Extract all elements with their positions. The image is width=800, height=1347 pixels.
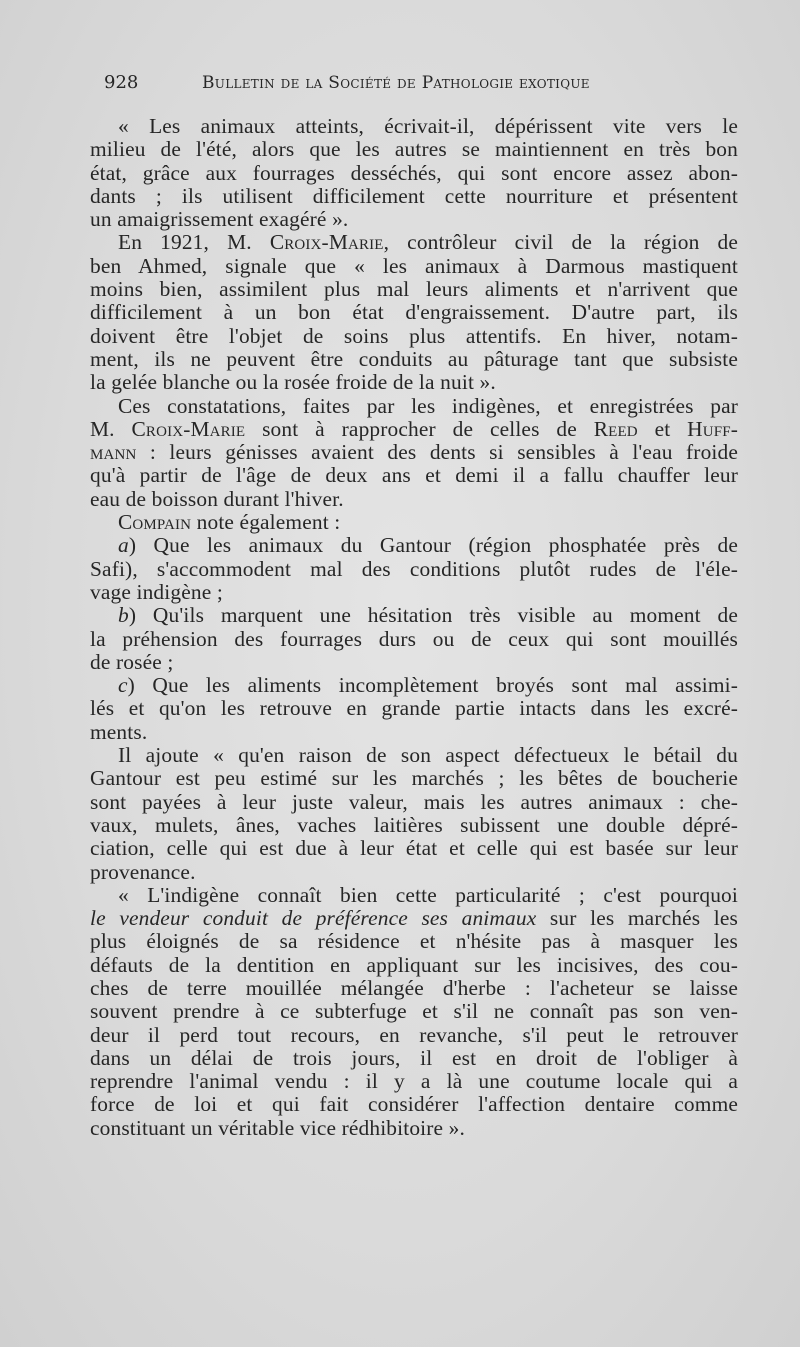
text-fragment: eau de boisson durant l'hiver. <box>90 486 344 511</box>
text-line <box>90 301 738 324</box>
text-line <box>90 977 738 1000</box>
text-line <box>90 534 738 557</box>
text-line <box>90 162 738 185</box>
text-line <box>90 1024 738 1047</box>
text-fragment: ben Ahmed, signale que « les animaux à Darmous mastiquent <box>90 253 738 278</box>
body-text <box>90 115 738 1140</box>
text-line <box>90 231 738 254</box>
text-fragment: M. <box>90 416 132 441</box>
text-fragment: ) Que les aliments incomplètement broyés sont mal assimi- <box>127 673 738 698</box>
author-name: Reed <box>593 416 638 441</box>
text-line <box>90 581 738 604</box>
text-line <box>90 418 738 441</box>
author-name: mann <box>90 440 137 465</box>
text-fragment: état, grâce aux fourrages desséchés, qui sont encore assez abon- <box>90 160 738 185</box>
text-line <box>90 884 738 907</box>
text-fragment: dans un délai de trois jours, il est en droit de l'obliger à <box>90 1045 738 1070</box>
text-line <box>90 488 738 511</box>
list-marker: c <box>118 673 128 698</box>
text-fragment: Gantour est peu estimé sur les marchés ; les bêtes de boucherie <box>90 766 738 791</box>
text-line <box>90 744 738 767</box>
text-line <box>90 814 738 837</box>
text-line <box>90 511 738 534</box>
text-fragment: ) Qu'ils marquent une hésitation très visible au moment de <box>128 603 738 628</box>
text-fragment: qu'à partir de l'âge de deux ans et demi il a fallu chauffer leur <box>90 463 738 488</box>
text-fragment: souvent prendre à ce subterfuge et s'il ne connaît pas son ven- <box>90 999 738 1024</box>
text-fragment: Ces constatations, faites par les indigènes, et enregistrées par <box>118 393 738 418</box>
text-fragment: , contrôleur civil de la région de <box>383 230 738 255</box>
text-line <box>90 348 738 371</box>
text-fragment: moins bien, assimilent plus mal leurs aliments et n'arrivent que <box>90 277 738 302</box>
text-line <box>90 371 738 394</box>
text-line <box>90 954 738 977</box>
text-fragment: deur il perd tout recours, en revanche, s'il peut le retrouver <box>90 1022 738 1047</box>
page-number: 928 <box>104 72 139 93</box>
text-line <box>90 791 738 814</box>
text-fragment: ments. <box>90 719 148 744</box>
text-line <box>90 208 738 231</box>
journal-title: Bulletin de la Société de Pathologie exotique <box>202 73 590 93</box>
text-line <box>90 767 738 790</box>
text-fragment: ciation, celle qui est due à leur état et celle qui est basée sur leur <box>90 836 738 861</box>
author-name: Huff- <box>687 416 739 441</box>
text-line <box>90 1093 738 1116</box>
text-fragment: la gelée blanche ou la rosée froide de la nuit ». <box>90 370 496 395</box>
text-line <box>90 464 738 487</box>
text-fragment: vaux, mulets, ânes, vaches laitières subissent une double dépré- <box>90 812 738 837</box>
text-fragment: En 1921, M. <box>118 230 270 255</box>
text-fragment: vage indigène ; <box>90 579 223 604</box>
text-line <box>90 604 738 627</box>
text-line <box>90 837 738 860</box>
running-header <box>104 72 664 93</box>
text-fragment: sur les marchés les <box>536 906 738 931</box>
text-fragment: un amaigrissement exagéré ». <box>90 207 349 232</box>
text-line <box>90 1070 738 1093</box>
text-line <box>90 325 738 348</box>
text-fragment: « L'indigène connaît bien cette particularité ; c'est pourquoi <box>118 882 738 907</box>
text-line <box>90 674 738 697</box>
text-line <box>90 907 738 930</box>
author-name: Croix-Marie <box>269 230 384 255</box>
text-fragment: sont à rapprocher de celles de <box>245 416 594 441</box>
text-fragment: la préhension des fourrages durs ou de ceux qui sont mouillés <box>90 626 738 651</box>
italic-phrase: le vendeur conduit de préférence ses animaux <box>90 906 537 931</box>
text-fragment: ) Que les animaux du Gantour (région phosphatée près de <box>128 533 738 558</box>
text-fragment: Il ajoute « qu'en raison de son aspect défectueux le bétail du <box>118 743 738 768</box>
text-fragment: de rosée ; <box>90 649 174 674</box>
text-fragment: doivent être l'objet de soins plus attentifs. En hiver, notam- <box>90 323 738 348</box>
text-line <box>90 185 738 208</box>
text-line <box>90 697 738 720</box>
text-line <box>90 1000 738 1023</box>
text-fragment: constituant un véritable vice rédhibitoire ». <box>90 1115 466 1140</box>
text-line <box>90 558 738 581</box>
text-line <box>90 721 738 744</box>
text-fragment: milieu de l'été, alors que les autres se maintiennent en très bon <box>90 137 738 162</box>
text-fragment: Safi), s'accommodent mal des conditions plutôt rudes de l'éle- <box>90 556 738 581</box>
list-marker: b <box>118 603 129 628</box>
text-line <box>90 441 738 464</box>
text-line <box>90 1117 738 1140</box>
text-fragment: « Les animaux atteints, écrivait-il, dépérissent vite vers le <box>118 114 738 138</box>
text-fragment: difficilement à un bon état d'engraissement. D'autre part, ils <box>90 300 738 325</box>
text-line <box>90 651 738 674</box>
text-fragment: ches de terre mouillée mélangée d'herbe : l'acheteur se laisse <box>90 975 738 1000</box>
text-fragment: reprendre l'animal vendu : il y a là une coutume locale qui a <box>90 1069 738 1094</box>
text-line <box>90 628 738 651</box>
text-line <box>90 255 738 278</box>
text-line <box>90 115 738 138</box>
text-fragment: provenance. <box>90 859 196 884</box>
text-fragment: sont payées à leur juste valeur, mais les autres animaux : che- <box>90 789 738 814</box>
author-name: Croix-Marie <box>131 416 246 441</box>
text-fragment: plus éloignés de sa résidence et n'hésite pas à masquer les <box>90 929 738 954</box>
text-fragment: et <box>637 416 688 441</box>
text-fragment: dants ; ils utilisent difficilement cette nourriture et présentent <box>90 183 738 208</box>
author-name: Compain <box>118 510 192 535</box>
text-line <box>90 1047 738 1070</box>
text-fragment: lés et qu'on les retrouve en grande partie intacts dans les excré- <box>90 696 738 721</box>
text-fragment: : leurs génisses avaient des dents si sensibles à l'eau froide <box>136 440 738 465</box>
text-fragment: note également : <box>191 510 341 535</box>
list-marker: a <box>118 533 129 558</box>
text-line <box>90 138 738 161</box>
text-line <box>90 395 738 418</box>
text-fragment: ment, ils ne peuvent être conduits au pâturage tant que subsiste <box>90 346 738 371</box>
text-line <box>90 278 738 301</box>
text-line <box>90 930 738 953</box>
text-fragment: défauts de la dentition en appliquant sur les incisives, des cou- <box>90 952 738 977</box>
text-line <box>90 861 738 884</box>
text-fragment: force de loi et qui fait considérer l'affection dentaire comme <box>90 1092 738 1117</box>
